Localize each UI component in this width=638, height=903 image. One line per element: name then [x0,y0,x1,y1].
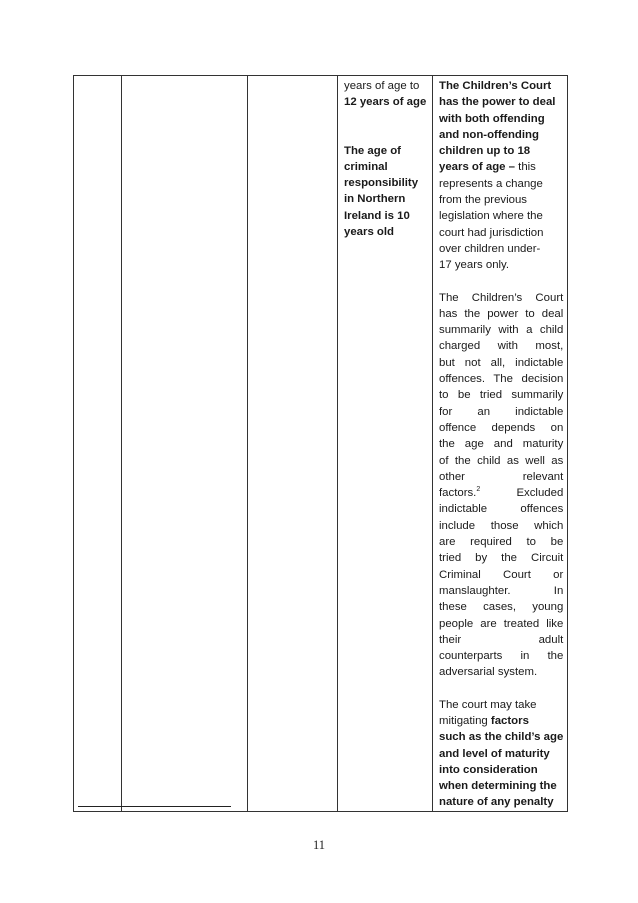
para1-line: legislation where the [439,210,543,223]
criminal-responsibility-line-2: criminal [344,160,388,173]
table-cell-col2 [122,76,248,812]
para2-line: for an indictable [439,405,564,418]
criminal-responsibility-line-1: The age of [344,144,401,157]
table-cell-age-range [338,76,433,812]
para2-line: manslaughter. In [439,584,564,597]
para1-line: 17 years only. [439,259,510,272]
para3-bold-line: such as the child’s age [439,731,564,744]
para2-line: has the power to deal [439,307,564,320]
para1-mixed-rest: this [514,161,536,174]
para2-line: counterparts in the [439,650,564,663]
criminal-responsibility-line-6: years old [344,226,395,239]
para2-line: offence depends on [439,421,564,434]
para1-mixed-line [439,159,563,175]
para1-bold-line: with both offending [439,112,545,125]
para2-line: of the child as well as [439,454,564,467]
para2-line: indictable offences [439,503,564,516]
para2-line: the age and maturity [439,438,564,451]
para2-line: their adult [439,633,564,646]
para2-line: tried by the Circuit [439,552,564,565]
para2-line: charged with most, [439,340,564,353]
para1-line: from the previous [439,194,527,207]
criminal-responsibility-line-4: in Northern [344,193,406,206]
para3-bold-line: and level of maturity [439,747,550,760]
page-number: 11 [312,838,326,852]
para2-line: offences. The decision [439,373,564,386]
footnote-ref[interactable]: 2 [476,486,481,494]
para2-line: adversarial system. [439,666,538,679]
para1-bold-line: The Children’s Court [439,80,552,92]
table-cell-childrens-court [433,76,568,812]
age-range-line-2: 12 years of age [344,96,427,109]
para1-bold-line: children up to 18 [439,145,531,158]
para2-line: these cases, young [439,601,564,614]
table-cell-col1 [74,76,122,812]
table-row [74,76,568,812]
para1-mixed-bold: years of age – [439,161,515,174]
para3-bold-line: into consideration [439,763,538,776]
table-cell-col3 [248,76,338,812]
para3-bold-line: when determining the [439,780,557,793]
para2-line: but not all, indictable [439,356,564,369]
para2-line: include those which [439,519,564,532]
para1-bold-line: and non-offending [439,128,539,141]
para3-bold-line: nature of any penalty [439,796,554,809]
para3-line: The court may take [439,698,537,711]
para2-line: Criminal Court or [439,568,564,581]
para1-bold-line: has the power to deal [439,96,556,109]
para2-line: are required to be [439,536,564,549]
para1-line: represents a change [439,177,543,190]
para1-line: court had jurisdiction [439,226,544,239]
para2-line: The Children’s Court [439,291,564,304]
criminal-responsibility-line-5: Ireland is 10 [344,209,410,222]
factors-word: factors.$^2$ [439,486,481,500]
para3-mixed-line: mitigating factors [439,714,529,727]
excluded-word: Excluded [516,487,564,500]
footnote-separator [78,806,231,807]
para1-line: over children under- [439,242,541,255]
para2-line: people are treated like [439,617,564,630]
para2-factors-line [439,485,563,501]
para2-line: summarily with a child [439,324,564,337]
para2-line: other relevant [439,470,564,483]
comparison-table [73,75,568,812]
age-range-line-1: years of age to [344,80,420,92]
para2-line: to be tried summarily [439,389,564,402]
criminal-responsibility-line-3: responsibility [344,177,419,190]
